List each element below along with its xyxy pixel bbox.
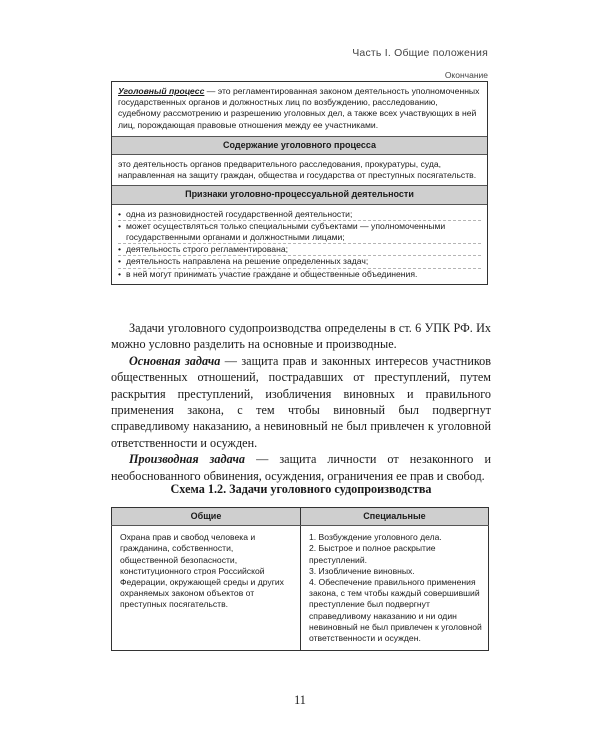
- definition-box: [111, 81, 488, 285]
- special-task-item: 1. Возбуждение уголовного дела.: [309, 532, 442, 543]
- list-item: • в ней могут принимать участие граждане и общественные объединения.: [118, 268, 481, 280]
- definition-term: Уголовный процесс: [118, 86, 205, 96]
- special-task-item: 2. Быстрое и полное раскрытие преступлений.: [309, 543, 436, 565]
- special-tasks-cell: [301, 526, 489, 651]
- list-item: • одна из разновидностей государственной деятельности;: [118, 209, 481, 220]
- main-task-term: Основная задача: [129, 353, 221, 368]
- table-row: [112, 526, 489, 651]
- body-text: [111, 320, 491, 484]
- list-item: • может осуществляться только специальными субъектами — уполномоченными государственными органами и должностными лицами;: [118, 220, 481, 243]
- running-head: Часть I. Общие положения: [352, 47, 488, 59]
- list-item: • деятельность направлена на решение определенных задач;: [118, 255, 481, 267]
- definition-section: [112, 82, 487, 136]
- list-item: • деятельность строго регламентирована;: [118, 243, 481, 255]
- content-header: Содержание уголовного процесса: [112, 136, 487, 155]
- column-header-special: Специальные: [301, 508, 489, 526]
- features-list: [118, 209, 481, 280]
- derived-task-text: — защита личности от незаконного и необоснованного обвинения, осуждения, ограничения ее прав и свобод.: [111, 452, 491, 483]
- main-task-text: — защита прав и законных интересов участников общественных отношений, пострадавших от преступлений, путем раскрытия преступлений, изобличения виновных и правильного применения закона, с тем чтобы виновный был подвергнут справедливому наказанию, а невиновный не был привлечен к уголовной ответственности и осужден.: [111, 353, 491, 450]
- paragraph-tasks-intro: Задачи уголовного судопроизводства определены в ст. 6 УПК РФ. Их можно условно разделить на основные и производные.: [111, 321, 491, 352]
- page-number: 11: [294, 693, 306, 707]
- special-task-item: 3. Изобличение виновных.: [309, 565, 415, 576]
- paragraph-main-task: [111, 353, 491, 451]
- features-header: Признаки уголовно-процессуальной деятельности: [112, 185, 487, 204]
- column-header-general: Общие: [112, 508, 301, 526]
- continuation-label: Окончание: [444, 70, 488, 80]
- scheme-table: [111, 507, 489, 651]
- table-header-row: [112, 508, 489, 526]
- features-section: [112, 205, 487, 284]
- derived-task-term: Производная задача: [129, 452, 245, 467]
- definition-text: — это регламентированная законом деятельность уполномоченных государственных органов и должностных лиц по возбуждению, расследованию, судебному рассмотрению и разрешению уголовных дел, а также всех участвующих в ней лиц, порождающая правовые отношения между ее участниками.: [118, 86, 480, 130]
- paragraph-derived-task: [111, 451, 491, 484]
- special-task-item: 4. Обеспечение правильного применения закона, с тем чтобы каждый совершивший преступление был подвергнут справедливому наказанию и ни один невиновный не был привлечен к уголовной ответственности и осужден.: [309, 577, 482, 644]
- general-tasks-cell: Охрана прав и свобод человека и гражданина, собственности, общественной безопасности, конституционного строя Российской Федерации, окружающей среды и других охраняемых законом объектов от преступных посягательств.: [120, 532, 284, 610]
- scheme-title: Схема 1.2. Задачи уголовного судопроизводства: [170, 482, 432, 496]
- content-text: это деятельность органов предварительного расследования, прокуратуры, суда, направленная на защиту граждан, общества и государства от преступных посягательств.: [118, 159, 477, 181]
